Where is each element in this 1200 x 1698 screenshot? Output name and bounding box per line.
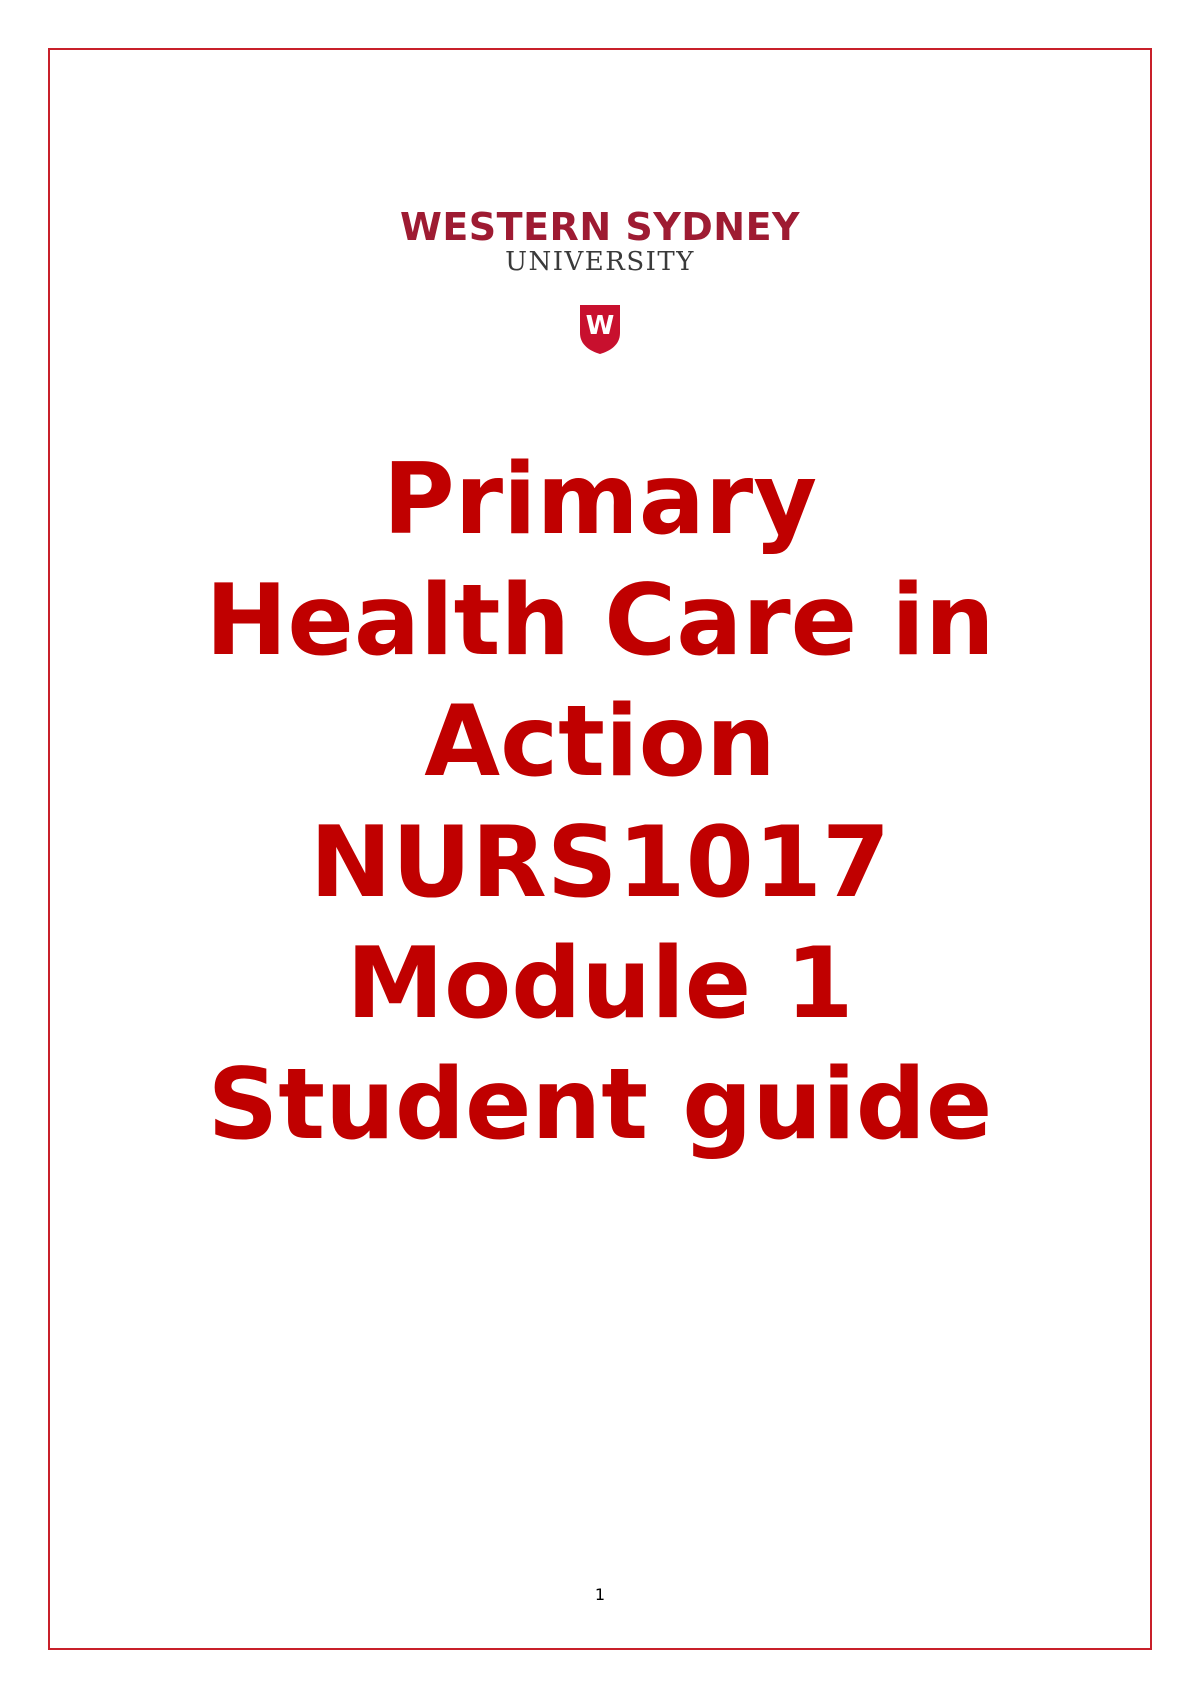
title-line-5: Module 1: [346, 927, 854, 1041]
title-line-3: Action: [424, 685, 776, 799]
logo-wordmark-university: UNIVERSITY: [505, 247, 695, 277]
university-logo: [0, 205, 1200, 355]
title-line-1: Primary: [382, 443, 818, 557]
shield-letter: W: [585, 311, 615, 341]
title-line-6: Student guide: [207, 1048, 993, 1162]
title-line-2: Health Care in: [205, 564, 995, 678]
document-title: [0, 440, 1200, 1166]
shield-icon: [578, 303, 622, 355]
title-line-4: NURS1017: [309, 806, 891, 920]
logo-wordmark-western-sydney: WESTERN SYDNEY: [399, 205, 801, 249]
page-number: 1: [594, 1585, 606, 1604]
